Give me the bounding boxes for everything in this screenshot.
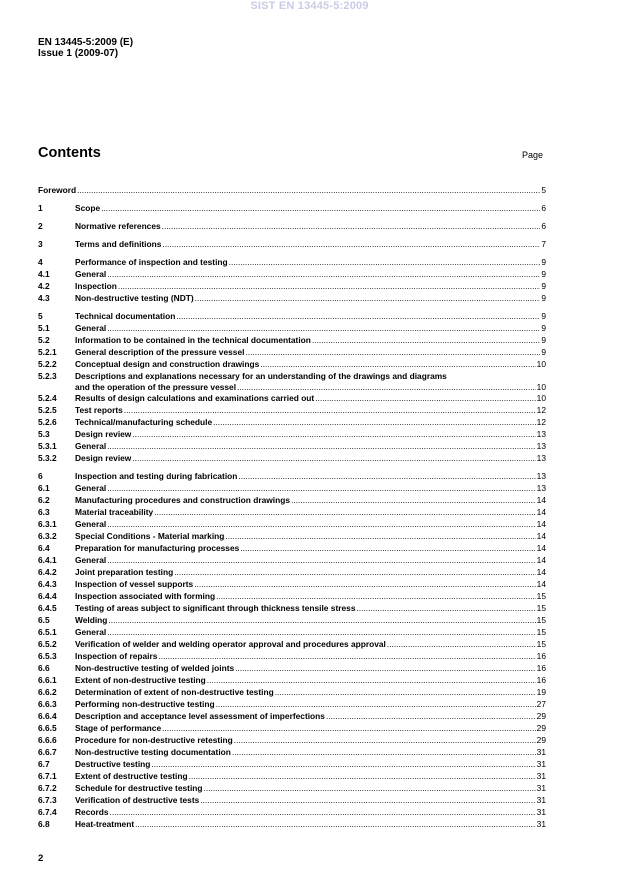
toc-entry-number: 6.3.1	[38, 519, 57, 529]
toc-entry-title-continued: and the operation of the pressure vessel	[75, 382, 237, 392]
toc-entry[interactable]	[38, 482, 546, 494]
toc-leader-dots	[135, 818, 536, 830]
toc-leader-dots	[189, 770, 536, 782]
toc-entry-page: 27	[536, 699, 546, 709]
toc-leader-dots	[151, 758, 535, 770]
table-of-contents	[38, 184, 546, 830]
toc-entry-page: 14	[536, 579, 546, 589]
toc-entry-page: 31	[536, 807, 546, 817]
toc-entry-number: 5.2.3	[38, 371, 57, 381]
toc-leader-dots	[387, 638, 536, 650]
toc-entry[interactable]	[38, 518, 546, 530]
toc-entry[interactable]	[38, 554, 546, 566]
toc-entry[interactable]	[38, 256, 546, 268]
toc-entry-page: 14	[536, 507, 546, 517]
toc-entry-title: Descriptions and explanations necessary for an understanding of the drawings and diagrams	[75, 371, 447, 381]
toc-entry-number: 6.4	[38, 543, 50, 553]
toc-leader-dots	[132, 452, 535, 464]
toc-entry-number: 5.3.1	[38, 441, 57, 451]
toc-entry-page: 9	[541, 323, 546, 333]
toc-entry-page: 15	[536, 639, 546, 649]
toc-entry-title: Scope	[75, 203, 101, 213]
page-number: 2	[38, 853, 44, 864]
toc-entry-page: 29	[536, 711, 546, 721]
toc-entry-title: Inspection of vessel supports	[75, 579, 194, 589]
toc-entry-number: 6.6.4	[38, 711, 57, 721]
toc-entry-page: 31	[536, 747, 546, 757]
toc-entry-number: 6.5.2	[38, 639, 57, 649]
toc-leader-dots	[237, 382, 536, 392]
toc-entry-title: Testing of areas subject to significant through thickness tensile stress	[75, 603, 356, 613]
toc-leader-dots	[229, 256, 541, 268]
toc-leader-dots	[195, 292, 541, 304]
toc-leader-dots	[162, 220, 541, 232]
toc-leader-dots	[234, 734, 536, 746]
toc-entry[interactable]	[38, 440, 546, 452]
toc-entry-number: 5.2.2	[38, 359, 57, 369]
toc-entry-number: 6.4.4	[38, 591, 57, 601]
toc-entry[interactable]	[38, 818, 546, 830]
toc-entry-number: 6.2	[38, 495, 50, 505]
toc-entry-page: 16	[536, 675, 546, 685]
toc-entry[interactable]	[38, 416, 546, 428]
toc-entry-page: 13	[536, 441, 546, 451]
toc-leader-dots	[107, 440, 535, 452]
toc-entry-title: Records	[75, 807, 109, 817]
toc-leader-dots	[245, 346, 540, 358]
toc-entry[interactable]	[38, 452, 546, 464]
toc-entry-page: 16	[536, 651, 546, 661]
toc-entry-number: 6.7.1	[38, 771, 57, 781]
toc-leader-dots	[235, 662, 536, 674]
toc-entry-page: 14	[536, 519, 546, 529]
toc-leader-dots	[356, 602, 535, 614]
toc-entry-number: 6.7.4	[38, 807, 57, 817]
toc-entry[interactable]	[38, 782, 546, 794]
toc-entry-title: Technical/manufacturing schedule	[75, 417, 213, 427]
toc-entry-title: Verification of destructive tests	[75, 795, 200, 805]
toc-entry-title: General	[75, 441, 107, 451]
toc-entry-page: 15	[536, 603, 546, 613]
toc-entry[interactable]	[38, 626, 546, 638]
toc-entry-title: Performing non-destructive testing	[75, 699, 215, 709]
toc-entry-title: Special Conditions - Material marking	[75, 531, 225, 541]
toc-entry-page: 31	[536, 795, 546, 805]
toc-entry-number: 6.3.2	[38, 531, 57, 541]
toc-entry-title: Foreword	[38, 185, 77, 195]
toc-entry-title: General	[75, 269, 107, 279]
toc-entry-page: 13	[536, 471, 546, 481]
toc-entry-number: 5.3.2	[38, 453, 57, 463]
toc-leader-dots	[174, 566, 535, 578]
toc-leader-dots	[207, 674, 536, 686]
toc-entry-title: Verification of welder and welding operator approval and procedures approval	[75, 639, 386, 649]
toc-entry-title: Description and acceptance level assessment of imperfections	[75, 711, 325, 721]
toc-entry-page: 10	[536, 382, 546, 392]
toc-entry-title: General description of the pressure vessel	[75, 347, 245, 357]
issue-info: Issue 1 (2009-07)	[38, 48, 119, 59]
toc-leader-dots	[204, 782, 536, 794]
page-column-heading: Page	[522, 150, 544, 160]
toc-entry-number: 2	[38, 221, 43, 231]
toc-entry-number: 3	[38, 239, 43, 249]
toc-entry-number: 6.4.1	[38, 555, 57, 565]
toc-entry-title: Schedule for destructive testing	[75, 783, 203, 793]
toc-entry-title: Joint preparation testing	[75, 567, 174, 577]
toc-entry-title: Inspection	[75, 281, 117, 291]
toc-entry-number: 6.6.2	[38, 687, 57, 697]
toc-entry-number: 6.5.3	[38, 651, 57, 661]
toc-leader-dots	[232, 746, 536, 758]
toc-entry-number: 6.5.1	[38, 627, 57, 637]
toc-leader-dots	[216, 698, 536, 710]
toc-leader-dots	[107, 268, 540, 280]
toc-entry[interactable]	[38, 220, 546, 232]
toc-leader-dots	[154, 506, 535, 518]
toc-entry-number: 5.3	[38, 429, 50, 439]
toc-entry[interactable]	[38, 470, 546, 482]
toc-entry-title: General	[75, 519, 107, 529]
toc-entry[interactable]	[38, 698, 546, 710]
toc-entry-page: 9	[541, 347, 546, 357]
toc-entry-page: 29	[536, 723, 546, 733]
toc-entry-page: 6	[541, 203, 546, 213]
toc-entry[interactable]	[38, 530, 546, 542]
toc-entry-number: 5.2.5	[38, 405, 57, 415]
toc-leader-dots	[132, 428, 535, 440]
toc-leader-dots	[107, 554, 535, 566]
toc-leader-dots	[200, 794, 535, 806]
toc-entry-title: General	[75, 555, 107, 565]
toc-entry[interactable]	[38, 280, 546, 292]
toc-entry[interactable]	[38, 674, 546, 686]
toc-entry-page: 16	[536, 663, 546, 673]
toc-entry-title: General	[75, 483, 107, 493]
toc-entry-number: 5.2.4	[38, 393, 57, 403]
toc-entry[interactable]	[38, 404, 546, 416]
toc-entry-title: Normative references	[75, 221, 161, 231]
toc-entry-title: Extent of destructive testing	[75, 771, 188, 781]
toc-entry-page: 29	[536, 735, 546, 745]
toc-leader-dots	[124, 404, 536, 416]
toc-entry-title: Non-destructive testing (NDT)	[75, 293, 194, 303]
toc-entry-number: 6.4.3	[38, 579, 57, 589]
toc-leader-dots	[118, 280, 540, 292]
toc-entry-title: Inspection associated with forming	[75, 591, 216, 601]
toc-entry-page: 9	[541, 311, 546, 321]
toc-entry-number: 6	[38, 471, 43, 481]
toc-entry[interactable]	[38, 806, 546, 818]
toc-entry-page: 13	[536, 483, 546, 493]
toc-entry[interactable]	[38, 202, 546, 214]
toc-entry-title: Preparation for manufacturing processes	[75, 543, 240, 553]
toc-entry[interactable]	[38, 392, 546, 404]
toc-entry-title: Results of design calculations and examinations carried out	[75, 393, 315, 403]
toc-entry-page: 12	[536, 405, 546, 415]
toc-entry-page: 14	[536, 531, 546, 541]
toc-entry-page: 31	[536, 771, 546, 781]
toc-entry[interactable]	[38, 602, 546, 614]
toc-entry[interactable]	[38, 734, 546, 746]
toc-entry-title: Manufacturing procedures and construction drawings	[75, 495, 290, 505]
toc-leader-dots	[225, 530, 535, 542]
toc-leader-dots	[326, 710, 536, 722]
toc-entry-number: 6.7.3	[38, 795, 57, 805]
toc-entry-page: 7	[541, 239, 546, 249]
toc-entry[interactable]	[38, 770, 546, 782]
toc-leader-dots	[77, 184, 540, 196]
toc-entry[interactable]	[38, 310, 546, 322]
toc-entry-title: Destructive testing	[75, 759, 151, 769]
toc-entry[interactable]	[38, 184, 546, 196]
toc-entry[interactable]	[38, 614, 546, 626]
toc-entry-page: 15	[536, 615, 546, 625]
toc-entry[interactable]	[38, 334, 546, 346]
toc-entry[interactable]	[38, 542, 546, 554]
toc-entry-title: Information to be contained in the technical documentation	[75, 335, 311, 345]
toc-entry-number: 6.8	[38, 819, 50, 829]
toc-entry-page: 15	[536, 627, 546, 637]
toc-entry-page: 9	[541, 281, 546, 291]
toc-leader-dots	[162, 722, 536, 734]
toc-entry-number: 4.2	[38, 281, 50, 291]
toc-leader-dots	[101, 202, 540, 214]
toc-entry-title: Design review	[75, 453, 132, 463]
toc-leader-dots	[108, 614, 535, 626]
toc-entry[interactable]	[38, 428, 546, 440]
toc-leader-dots	[162, 238, 540, 250]
toc-entry-number: 6.6.5	[38, 723, 57, 733]
toc-entry-page: 9	[541, 293, 546, 303]
toc-entry-page: 9	[541, 335, 546, 345]
toc-entry[interactable]	[38, 662, 546, 674]
toc-entry-page: 13	[536, 429, 546, 439]
toc-entry-number: 6.3	[38, 507, 50, 517]
toc-entry-title: Non-destructive testing documentation	[75, 747, 231, 757]
toc-entry-title: Stage of performance	[75, 723, 162, 733]
toc-entry-number: 4.1	[38, 269, 50, 279]
toc-entry-page: 10	[536, 393, 546, 403]
toc-entry-title: Non-destructive testing of welded joints	[75, 663, 235, 673]
toc-entry[interactable]	[38, 566, 546, 578]
toc-entry-title: Welding	[75, 615, 108, 625]
toc-entry-number: 6.6.3	[38, 699, 57, 709]
toc-entry-number: 6.6.7	[38, 747, 57, 757]
toc-entry-page: 9	[541, 257, 546, 267]
toc-leader-dots	[107, 322, 540, 334]
toc-entry[interactable]	[38, 370, 546, 382]
toc-leader-dots	[158, 650, 535, 662]
toc-leader-dots	[194, 578, 535, 590]
toc-entry-title: General	[75, 323, 107, 333]
toc-leader-dots	[238, 470, 535, 482]
toc-entry[interactable]	[38, 268, 546, 280]
toc-entry[interactable]	[38, 686, 546, 698]
toc-entry-page: 14	[536, 555, 546, 565]
toc-entry[interactable]	[38, 322, 546, 334]
toc-entry-page: 6	[541, 221, 546, 231]
toc-entry-title: Design review	[75, 429, 132, 439]
toc-leader-dots	[107, 482, 535, 494]
toc-entry-page: 19	[536, 687, 546, 697]
toc-entry[interactable]	[38, 650, 546, 662]
toc-leader-dots	[291, 494, 536, 506]
toc-entry-number: 5	[38, 311, 43, 321]
toc-entry-page: 15	[536, 591, 546, 601]
toc-entry-number: 5.2	[38, 335, 50, 345]
toc-entry-title: Test reports	[75, 405, 123, 415]
toc-entry-page: 13	[536, 453, 546, 463]
toc-entry-page: 31	[536, 759, 546, 769]
toc-entry[interactable]	[38, 758, 546, 770]
toc-entry-number: 6.4.5	[38, 603, 57, 613]
toc-entry-number: 5.2.1	[38, 347, 57, 357]
toc-leader-dots	[312, 334, 540, 346]
toc-entry-page: 14	[536, 495, 546, 505]
toc-leader-dots	[216, 590, 536, 602]
document-header	[38, 37, 133, 59]
toc-entry[interactable]	[38, 494, 546, 506]
toc-entry-page: 14	[536, 567, 546, 577]
toc-entry-title: Determination of extent of non-destructive testing	[75, 687, 274, 697]
toc-entry-number: 5.1	[38, 323, 50, 333]
toc-entry[interactable]	[38, 506, 546, 518]
contents-title: Contents	[38, 145, 101, 161]
toc-entry-page: 31	[536, 783, 546, 793]
toc-entry-title: Extent of non-destructive testing	[75, 675, 206, 685]
toc-entry[interactable]	[38, 578, 546, 590]
toc-leader-dots	[275, 686, 536, 698]
toc-entry-number: 6.6.1	[38, 675, 57, 685]
watermark: SIST EN 13445-5:2009	[250, 0, 369, 12]
toc-entry[interactable]	[38, 746, 546, 758]
toc-entry-title: Heat-treatment	[75, 819, 135, 829]
toc-entry-number: 5.2.6	[38, 417, 57, 427]
toc-entry[interactable]	[38, 590, 546, 602]
toc-entry-number: 6.7.2	[38, 783, 57, 793]
toc-entry-page: 9	[541, 269, 546, 279]
toc-entry-page: 14	[536, 543, 546, 553]
toc-entry[interactable]	[38, 358, 546, 370]
toc-leader-dots	[315, 392, 535, 404]
toc-leader-dots	[107, 518, 535, 530]
toc-entry-number: 6.6	[38, 663, 50, 673]
toc-leader-dots	[107, 626, 535, 638]
toc-entry-page: 31	[536, 819, 546, 829]
toc-entry-title: Inspection of repairs	[75, 651, 158, 661]
toc-entry-title: Material traceability	[75, 507, 154, 517]
toc-entry[interactable]	[38, 292, 546, 304]
toc-entry-number: 1	[38, 203, 43, 213]
toc-entry-continuation[interactable]	[38, 382, 546, 392]
toc-entry-page: 10	[536, 359, 546, 369]
toc-entry-number: 6.4.2	[38, 567, 57, 577]
toc-entry-page: 12	[536, 417, 546, 427]
toc-entry[interactable]	[38, 638, 546, 650]
document-id: EN 13445-5:2009 (E)	[38, 37, 134, 48]
toc-entry[interactable]	[38, 794, 546, 806]
toc-leader-dots	[260, 358, 535, 370]
toc-leader-dots	[110, 806, 536, 818]
toc-entry[interactable]	[38, 238, 546, 250]
toc-entry-number: 6.6.6	[38, 735, 57, 745]
toc-leader-dots	[213, 416, 536, 428]
toc-entry-title: Procedure for non-destructive retesting	[75, 735, 233, 745]
toc-entry[interactable]	[38, 346, 546, 358]
toc-leader-dots	[240, 542, 535, 554]
toc-entry-number: 6.7	[38, 759, 50, 769]
toc-entry-title: Technical documentation	[75, 311, 176, 321]
toc-leader-dots	[176, 310, 540, 322]
toc-entry-number: 4.3	[38, 293, 50, 303]
toc-entry-number: 4	[38, 257, 43, 267]
toc-entry-title: Terms and definitions	[75, 239, 162, 249]
toc-entry-page: 5	[541, 185, 546, 195]
toc-entry-number: 6.5	[38, 615, 50, 625]
toc-entry-title: Inspection and testing during fabrication	[75, 471, 238, 481]
toc-entry[interactable]	[38, 722, 546, 734]
toc-entry-number: 6.1	[38, 483, 50, 493]
toc-entry-title: Performance of inspection and testing	[75, 257, 228, 267]
toc-entry-title: Conceptual design and construction drawings	[75, 359, 260, 369]
toc-entry-title: General	[75, 627, 107, 637]
toc-entry[interactable]	[38, 710, 546, 722]
